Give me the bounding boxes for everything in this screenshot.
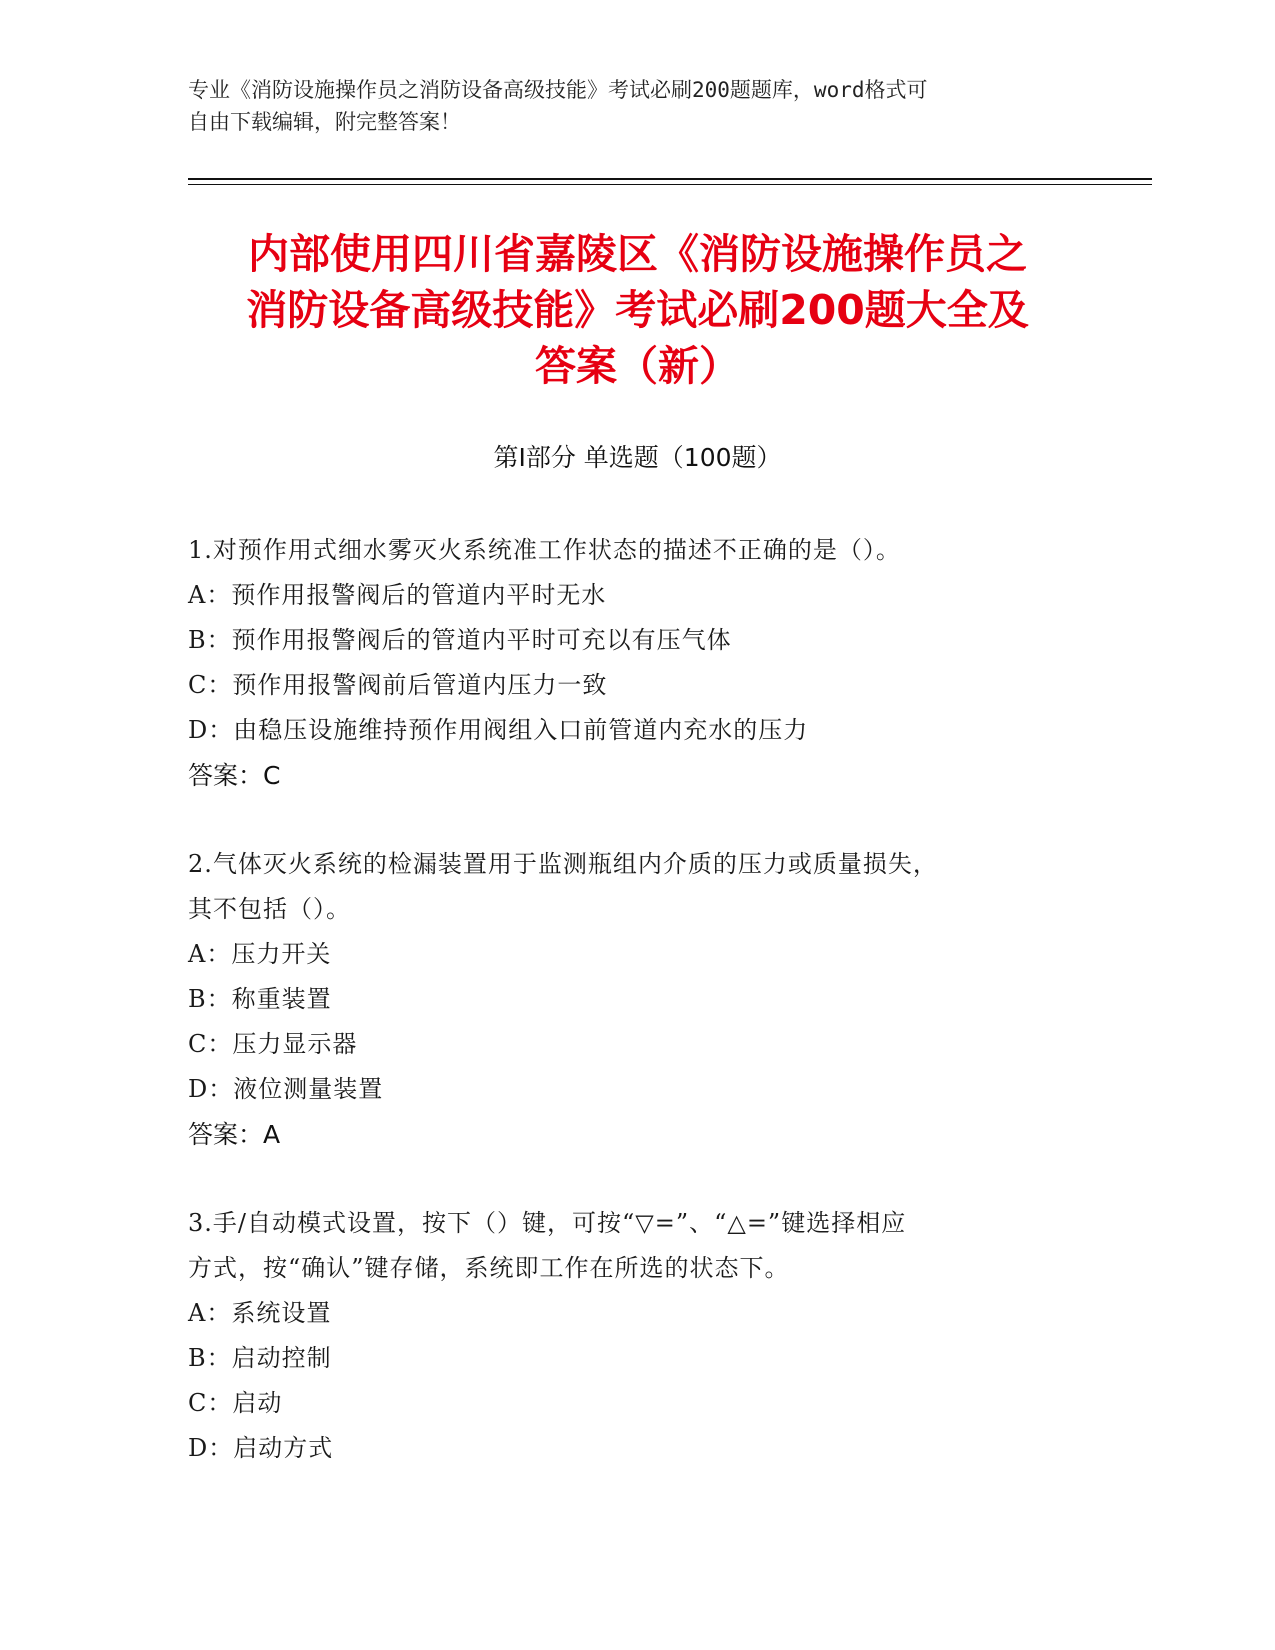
question-stem-continued: 其不包括（）。	[188, 895, 351, 923]
header-divider	[188, 178, 1152, 180]
document-title	[150, 226, 1125, 394]
question-stem-continued: 方式，按“确认”键存储，系统即工作在所选的状态下。	[188, 1254, 790, 1282]
option-b: B：预作用报警阀后的管道内平时可充以有压气体	[188, 626, 732, 654]
header-note-line: 专业《消防设施操作员之消防设备高级技能》考试必刷200题题库，word格式可	[188, 78, 928, 102]
option-a: A：预作用报警阀后的管道内平时无水	[188, 581, 607, 609]
option-d: D：由稳压设施维持预作用阀组入口前管道内充水的压力	[188, 716, 809, 744]
question-stem: 3.手/自动模式设置，按下（）键，可按“▽=”、“△=”键选择相应	[188, 1209, 907, 1237]
answer-label: 答案：A	[188, 1120, 281, 1149]
section-heading: 第Ⅰ部分 单选题（100题）	[493, 443, 782, 472]
option-d: D：启动方式	[188, 1434, 334, 1462]
title-line: 答案（新）	[535, 342, 740, 390]
question-stem: 2.气体灭火系统的检漏装置用于监测瓶组内介质的压力或质量损失，	[188, 850, 938, 878]
option-a: A：压力开关	[188, 940, 332, 968]
question-item	[188, 528, 1088, 798]
header-divider	[188, 184, 1152, 185]
header-note	[188, 74, 1088, 138]
option-a: A：系统设置	[188, 1299, 332, 1327]
option-c: C：启动	[188, 1389, 283, 1417]
question-stem: 1.对预作用式细水雾灭火系统准工作状态的描述不正确的是（）。	[188, 536, 901, 564]
option-c: C：压力显示器	[188, 1030, 358, 1058]
header-note-line: 自由下载编辑，附完整答案！	[188, 110, 461, 134]
option-d: D：液位测量装置	[188, 1075, 384, 1103]
question-item	[188, 842, 1088, 1157]
title-line: 内部使用四川省嘉陵区《消防设施操作员之	[248, 230, 1027, 278]
option-c: C：预作用报警阀前后管道内压力一致	[188, 671, 608, 699]
option-b: B：称重装置	[188, 985, 332, 1013]
title-line: 消防设备高级技能》考试必刷200题大全及	[246, 286, 1029, 334]
question-list	[188, 528, 1088, 1515]
answer-label: 答案：C	[188, 761, 281, 790]
option-b: B：启动控制	[188, 1344, 332, 1372]
question-item	[188, 1201, 1088, 1471]
